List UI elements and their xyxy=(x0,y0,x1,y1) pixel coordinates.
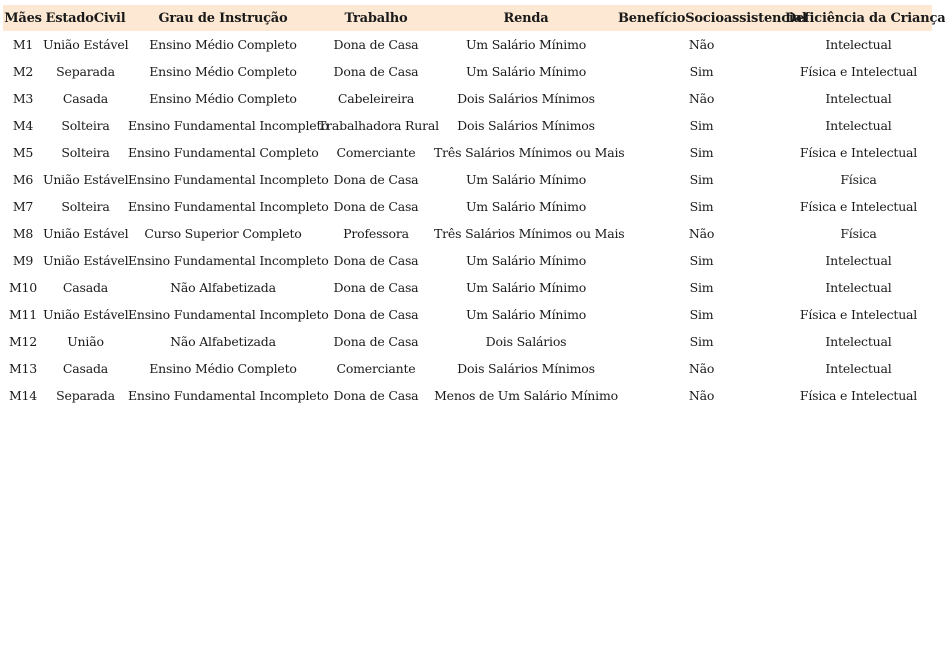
cell-deficiencia: Física xyxy=(840,172,877,187)
table-header-row xyxy=(3,5,932,31)
cell-grau-instrucao: Ensino Fundamental Incompleto xyxy=(128,118,329,133)
data-table-container xyxy=(3,5,945,409)
cell-estado-civil: Solteira xyxy=(61,145,110,160)
cell-beneficio: Não xyxy=(688,388,715,403)
cell-deficiencia: Intelectual xyxy=(825,91,892,106)
cell-trabalho: Dona de Casa xyxy=(333,334,419,349)
cell-estado-civil: Separada xyxy=(56,388,115,403)
cell-estado-civil: União Estável xyxy=(43,226,129,241)
cell-renda: Um Salário Mínimo xyxy=(465,199,587,214)
cell-renda: Dois Salários Mínimos xyxy=(457,361,595,376)
column-header-grau-instrucao: Grau de Instrução xyxy=(158,10,288,26)
table-row xyxy=(3,274,932,301)
cell-estado-civil: Solteira xyxy=(61,118,110,133)
cell-grau-instrucao: Ensino Fundamental Incompleto xyxy=(128,253,329,268)
cell-mae: M4 xyxy=(12,118,34,133)
cell-estado-civil: União Estável xyxy=(43,253,129,268)
cell-trabalho: Professora xyxy=(343,226,409,241)
cell-renda: Um Salário Mínimo xyxy=(465,253,587,268)
cell-trabalho: Trabalhadora Rural xyxy=(318,118,439,133)
table-row xyxy=(3,328,932,355)
table-row xyxy=(3,355,932,382)
cell-deficiencia: Física e Intelectual xyxy=(799,388,918,403)
table-row xyxy=(3,166,932,193)
cell-estado-civil: Casada xyxy=(62,280,109,295)
cell-grau-instrucao: Ensino Fundamental Incompleto xyxy=(128,172,329,187)
cell-beneficio: Não xyxy=(688,91,715,106)
cell-beneficio: Sim xyxy=(689,199,714,214)
cell-deficiencia: Intelectual xyxy=(825,280,892,295)
cell-beneficio: Sim xyxy=(689,253,714,268)
cell-renda: Menos de Um Salário Mínimo xyxy=(434,388,618,403)
cell-mae: M8 xyxy=(12,226,34,241)
cell-renda: Um Salário Mínimo xyxy=(465,172,587,187)
cell-mae: M5 xyxy=(12,145,34,160)
cell-renda: Um Salário Mínimo xyxy=(465,64,587,79)
cell-estado-civil: União Estável xyxy=(43,172,129,187)
cell-grau-instrucao: Ensino Fundamental Incompleto xyxy=(128,199,329,214)
cell-deficiencia: Intelectual xyxy=(825,37,892,52)
cell-renda: Dois Salários Mínimos xyxy=(457,91,595,106)
cell-renda: Dois Salários xyxy=(485,334,567,349)
table-row xyxy=(3,112,932,139)
mothers-profile-table xyxy=(3,5,945,409)
cell-deficiencia: Física e Intelectual xyxy=(799,145,918,160)
cell-trabalho: Dona de Casa xyxy=(333,64,419,79)
cell-trabalho: Comerciante xyxy=(336,361,416,376)
cell-deficiencia: Intelectual xyxy=(825,118,892,133)
cell-estado-civil: Solteira xyxy=(61,199,110,214)
cell-beneficio: Sim xyxy=(689,307,714,322)
table-row xyxy=(3,220,932,247)
cell-trabalho: Comerciante xyxy=(336,145,416,160)
column-header-estado-civil: EstadoCivil xyxy=(45,10,126,26)
table-row xyxy=(3,58,932,85)
cell-deficiencia: Física xyxy=(840,226,877,241)
cell-grau-instrucao: Curso Superior Completo xyxy=(144,226,302,241)
table-body xyxy=(3,31,932,409)
cell-trabalho: Dona de Casa xyxy=(333,307,419,322)
column-header-trabalho: Trabalho xyxy=(344,10,408,26)
cell-deficiencia: Intelectual xyxy=(825,253,892,268)
cell-grau-instrucao: Ensino Médio Completo xyxy=(149,64,297,79)
cell-beneficio: Sim xyxy=(689,118,714,133)
cell-trabalho: Dona de Casa xyxy=(333,199,419,214)
cell-mae: M11 xyxy=(8,307,38,322)
cell-grau-instrucao: Ensino Médio Completo xyxy=(149,361,297,376)
cell-mae: M10 xyxy=(8,280,38,295)
cell-renda: Três Salários Mínimos ou Mais xyxy=(434,226,625,241)
column-header-renda: Renda xyxy=(503,10,549,26)
column-header-beneficio: BenefícioSocioassistencial xyxy=(618,10,807,26)
table-row xyxy=(3,193,932,220)
cell-estado-civil: Separada xyxy=(56,64,115,79)
table-row xyxy=(3,301,932,328)
cell-mae: M7 xyxy=(12,199,34,214)
cell-beneficio: Não xyxy=(688,361,715,376)
cell-beneficio: Sim xyxy=(689,280,714,295)
cell-grau-instrucao: Não Alfabetizada xyxy=(170,334,276,349)
cell-deficiencia: Física e Intelectual xyxy=(799,199,918,214)
cell-mae: M9 xyxy=(12,253,34,268)
cell-deficiencia: Intelectual xyxy=(825,334,892,349)
cell-estado-civil: União Estável xyxy=(43,307,129,322)
cell-trabalho: Dona de Casa xyxy=(333,388,419,403)
cell-estado-civil: Casada xyxy=(62,91,109,106)
table-row xyxy=(3,139,932,166)
cell-trabalho: Dona de Casa xyxy=(333,253,419,268)
table-row xyxy=(3,85,932,112)
cell-renda: Dois Salários Mínimos xyxy=(457,118,595,133)
cell-grau-instrucao: Ensino Médio Completo xyxy=(149,91,297,106)
table-row xyxy=(3,31,932,58)
cell-mae: M13 xyxy=(8,361,38,376)
cell-deficiencia: Intelectual xyxy=(825,361,892,376)
cell-estado-civil: União Estável xyxy=(43,37,129,52)
cell-grau-instrucao: Ensino Fundamental Incompleto xyxy=(128,388,329,403)
cell-beneficio: Não xyxy=(688,226,715,241)
column-header-deficiencia: Deficiência da Criança xyxy=(785,10,945,26)
cell-renda: Um Salário Mínimo xyxy=(465,307,587,322)
cell-mae: M12 xyxy=(8,334,38,349)
cell-renda: Um Salário Mínimo xyxy=(465,37,587,52)
cell-trabalho: Dona de Casa xyxy=(333,172,419,187)
cell-grau-instrucao: Ensino Fundamental Incompleto xyxy=(128,307,329,322)
column-header-maes: Mães xyxy=(4,10,42,26)
cell-beneficio: Sim xyxy=(689,64,714,79)
cell-mae: M3 xyxy=(12,91,34,106)
cell-estado-civil: União xyxy=(67,334,104,349)
cell-beneficio: Não xyxy=(688,37,715,52)
cell-grau-instrucao: Não Alfabetizada xyxy=(170,280,276,295)
table-row xyxy=(3,247,932,274)
cell-beneficio: Sim xyxy=(689,172,714,187)
cell-deficiencia: Física e Intelectual xyxy=(799,307,918,322)
cell-trabalho: Dona de Casa xyxy=(333,280,419,295)
cell-trabalho: Cabeleireira xyxy=(337,91,415,106)
cell-beneficio: Sim xyxy=(689,145,714,160)
table-row xyxy=(3,382,932,409)
cell-deficiencia: Física e Intelectual xyxy=(799,64,918,79)
cell-mae: M2 xyxy=(12,64,34,79)
cell-mae: M1 xyxy=(12,37,34,52)
cell-beneficio: Sim xyxy=(689,334,714,349)
cell-mae: M14 xyxy=(8,388,38,403)
cell-grau-instrucao: Ensino Fundamental Completo xyxy=(128,145,319,160)
cell-renda: Um Salário Mínimo xyxy=(465,280,587,295)
cell-estado-civil: Casada xyxy=(62,361,109,376)
cell-mae: M6 xyxy=(12,172,34,187)
cell-grau-instrucao: Ensino Médio Completo xyxy=(149,37,297,52)
cell-renda: Três Salários Mínimos ou Mais xyxy=(434,145,625,160)
cell-trabalho: Dona de Casa xyxy=(333,37,419,52)
